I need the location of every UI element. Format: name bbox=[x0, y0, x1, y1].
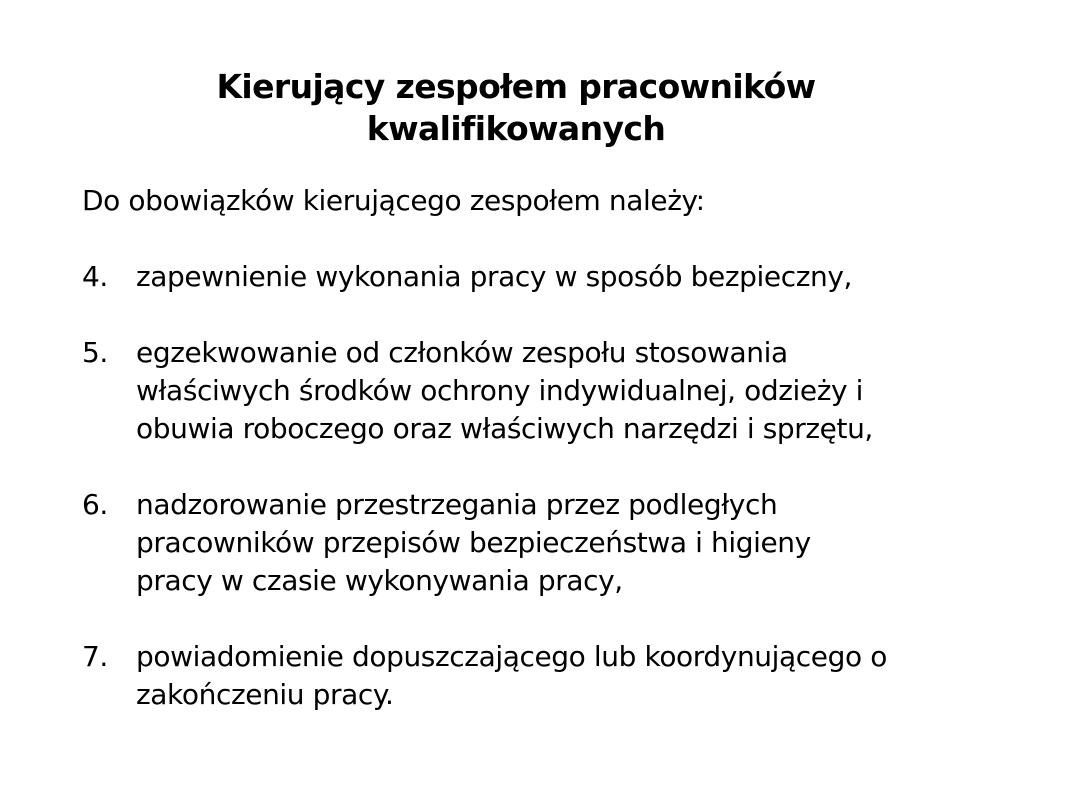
duties-list bbox=[82, 258, 1022, 752]
list-item-line: pracy w czasie wykonywania pracy, bbox=[136, 564, 623, 597]
list-item-line: zakończeniu pracy. bbox=[136, 678, 394, 711]
list-item-line: właściwych środków ochrony indywidualnej, odzieży i bbox=[136, 374, 864, 407]
list-item bbox=[82, 258, 1022, 296]
list-item-line: egzekwowanie od członków zespołu stosowania bbox=[136, 336, 788, 369]
list-item-line: obuwia roboczego oraz właściwych narzędzi i sprzętu, bbox=[136, 412, 873, 445]
list-item-number: 6. bbox=[82, 488, 108, 521]
intro-text: Do obowiązków kierującego zespołem należy: bbox=[82, 184, 705, 217]
list-item-line: pracowników przepisów bezpieczeństwa i higieny bbox=[136, 526, 811, 559]
title-line-2: kwalifikowanych bbox=[366, 109, 666, 148]
list-item bbox=[82, 334, 1022, 448]
title-line-1: Kierujący zespołem pracowników bbox=[216, 67, 816, 106]
list-item-line: nadzorowanie przestrzegania przez podległych bbox=[136, 488, 778, 521]
list-item-line: zapewnienie wykonania pracy w sposób bezpieczny, bbox=[136, 260, 853, 293]
slide-title bbox=[0, 66, 1032, 150]
list-item-line: powiadomienie dopuszczającego lub koordynującego o bbox=[136, 640, 887, 673]
list-item bbox=[82, 486, 1022, 600]
list-item-number: 4. bbox=[82, 260, 108, 293]
list-item bbox=[82, 638, 1022, 714]
list-item-number: 7. bbox=[82, 640, 108, 673]
list-item-number: 5. bbox=[82, 336, 108, 369]
